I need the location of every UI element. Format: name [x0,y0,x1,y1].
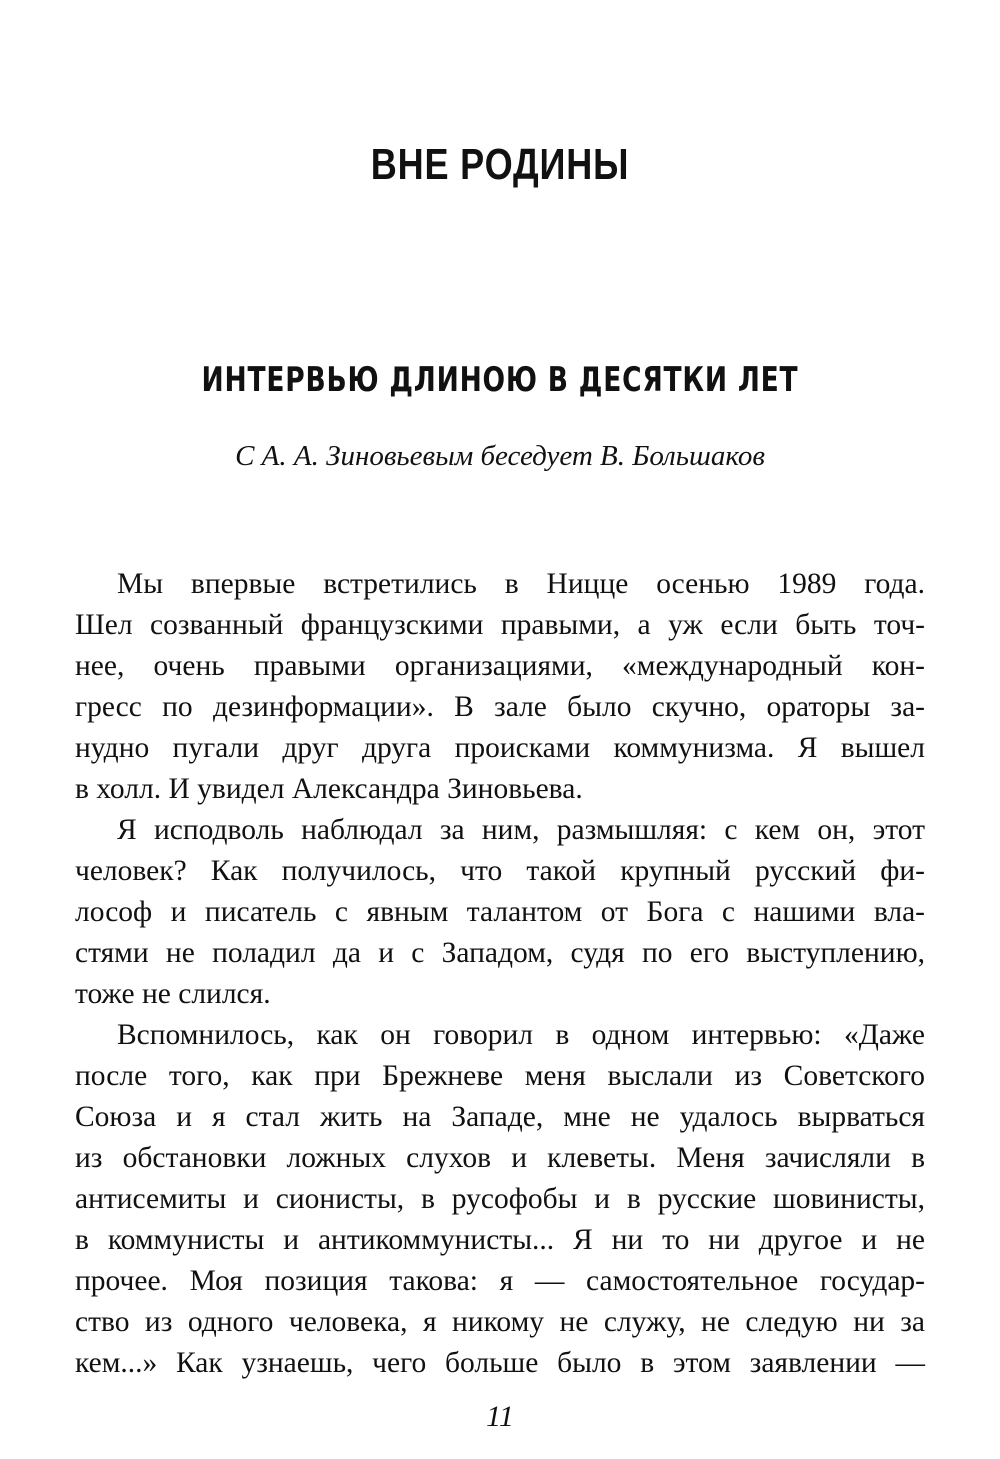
text-line: Союза и я стал жить на Западе, мне не удалось вырваться [75,1101,925,1133]
text-line: прочее. Моя позиция такова: я — самостоятельное государ- [75,1265,925,1297]
text-line: стями не поладил да и с Западом, судя по его выступлению, [75,937,925,969]
page-number: 11 [486,1400,514,1433]
text-line: из обстановки ложных слухов и клеветы. Меня зачисляли в [75,1142,925,1174]
section-title: ИНТЕРВЬЮ ДЛИНОЮ В ДЕСЯТКИ ЛЕТ [201,360,799,400]
text-line: Мы впервые встретились в Ницце осенью 1989 года. [117,568,925,600]
text-line: в холл. И увидел Александра Зиновьева. [75,773,583,805]
text-line: нудно пугали друг друга происками коммунизма. Я вышел [75,732,925,764]
chapter-title: ВНЕ РОДИНЫ [370,140,630,189]
text-line: ство из одного человека, я никому не служу, не следую ни за [75,1306,925,1338]
text-line: Я исподволь наблюдал за ним, размышляя: с кем он, этот [117,814,925,846]
text-line: тоже не слился. [75,978,271,1010]
text-line: человек? Как получилось, что такой крупный русский фи- [75,855,925,887]
text-line: Вспомнилось, как он говорил в одном интервью: «Даже [117,1019,925,1051]
text-line: антисемиты и сионисты, в русофобы и в русские шовинисты, [75,1183,925,1215]
text-line: в коммунисты и антикоммунисты... Я ни то ни другое и не [75,1224,925,1256]
byline: С А. А. Зиновьевым беседует В. Большаков [235,440,765,472]
text-line: лософ и писатель с явным талантом от Бога с нашими вла- [75,896,925,928]
text-line: после того, как при Брежневе меня выслали из Советского [75,1060,925,1092]
text-line: нее, очень правыми организациями, «международный кон- [75,650,925,682]
text-line: гресс по дезинформации». В зале было скучно, ораторы за- [75,691,925,723]
body-text [75,564,925,1384]
text-line: кем...» Как узнаешь, чего больше было в этом заявлении — [75,1347,925,1379]
text-line: Шел созванный французскими правыми, а уж если быть точ- [75,609,925,641]
